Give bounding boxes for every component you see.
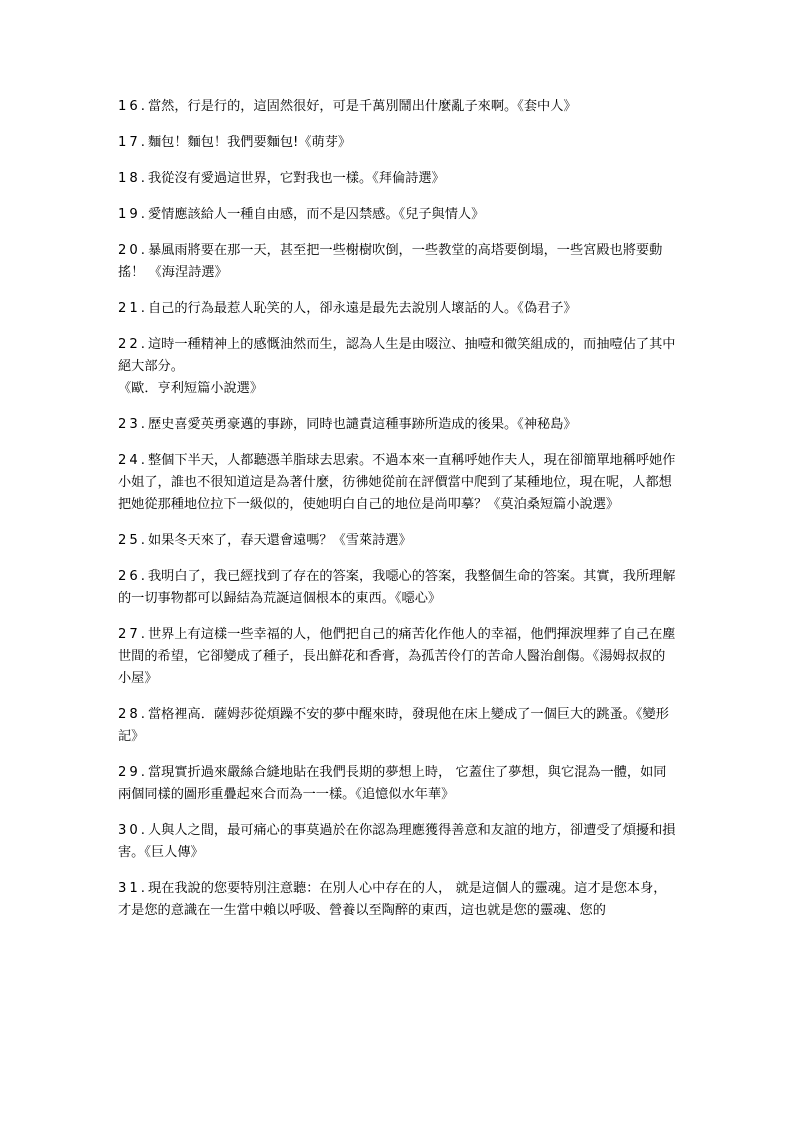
entry-text: 現在我說的您要特別注意聽：在別人心中存在的人， 就是這個人的靈魂。這才是您本身，才是您的意識在一生當中賴以呼吸、營養以至陶醉的東西，這也就是您的靈魂、您的 — [118, 881, 667, 918]
entry-number: 23. — [118, 417, 148, 432]
quote-entry-26 — [118, 566, 678, 610]
quote-entry-24 — [118, 450, 678, 516]
entry-number: 19. — [118, 207, 148, 222]
entry-number: 22. — [118, 337, 148, 352]
entry-number: 18. — [118, 171, 148, 186]
entry-number: 31. — [118, 881, 148, 896]
entry-number: 28. — [118, 707, 148, 722]
quote-entry-19 — [118, 204, 678, 226]
entry-text: 歷史喜愛英勇豪邁的事跡，同時也譴責這種事跡所造成的後果。《神秘島》 — [147, 417, 577, 432]
entry-number: 25. — [118, 533, 148, 548]
entry-number: 20. — [118, 243, 148, 258]
entry-text: 這時一種精神上的感慨油然而生，認為人生是由啜泣、抽噎和微笑組成的，而抽噎佔了其中絕大部分。 《歐．亨利短篇小說選》 — [118, 337, 676, 396]
entry-number: 16. — [118, 99, 148, 114]
entry-text: 愛情應該給人一種自由感，而不是囚禁感。《兒子與情人》 — [147, 207, 485, 222]
entry-text: 我從沒有愛過這世界，它對我也一樣。《拜倫詩選》 — [147, 171, 445, 186]
quote-entry-25 — [118, 530, 678, 552]
entry-number: 17. — [118, 135, 148, 150]
quote-entry-16 — [118, 96, 678, 118]
quote-entry-27 — [118, 624, 678, 690]
entry-text: 世界上有這樣一些幸福的人，他們把自己的痛苦化作他人的幸福，他們揮淚埋葬了自己在塵世間的希望，它卻變成了種子，長出鮮花和香膏，為孤苦伶仃的苦命人醫治創傷。《湯姆叔叔的小屋》 — [118, 627, 676, 686]
quote-entry-30 — [118, 820, 678, 864]
quote-entry-18 — [118, 168, 678, 190]
entry-number: 24. — [118, 453, 148, 468]
entry-text: 整個下半天，人都聽憑羊脂球去思索。不過本來一直稱呼她作夫人，現在卻簡單地稱呼她作小姐了，誰也不很知道這是為著什麼，彷彿她從前在評價當中爬到了某種地位，現在呢，人都想把她從那種地位拉下一級似的，使她明白自己的地位是尚叩摹？《莫泊桑短篇小說選》 — [118, 453, 676, 512]
quote-entry-17 — [118, 132, 678, 154]
quote-entry-22 — [118, 334, 678, 400]
quote-entry-28 — [118, 704, 678, 748]
quote-entry-21 — [118, 298, 678, 320]
entry-text: 我明白了，我已經找到了存在的答案，我噁心的答案，我整個生命的答案。其實，我所理解的一切事物都可以歸結為荒誕這個根本的東西。《噁心》 — [118, 569, 676, 606]
entry-text: 人與人之間，最可痛心的事莫過於在你認為理應獲得善意和友誼的地方，卻遭受了煩擾和損害。《巨人傳》 — [118, 823, 676, 860]
entry-text: 暴風雨將要在那一天，甚至把一些榭樹吹倒，一些教堂的高塔要倒塌，一些宮殿也將要動搖！ 《海涅詩選》 — [118, 243, 663, 280]
quote-entry-20 — [118, 240, 678, 284]
entry-number: 27. — [118, 627, 148, 642]
entry-number: 30. — [118, 823, 148, 838]
entry-number: 26. — [118, 569, 148, 584]
entry-text: 麵包！麵包！我們要麵包!《萌芽》 — [147, 135, 352, 150]
entry-text: 自己的行為最惹人恥笑的人，卻永遠是最先去說別人壞話的人。《偽君子》 — [147, 301, 577, 316]
entry-number: 29. — [118, 765, 148, 780]
quote-entry-31 — [118, 878, 678, 922]
document-body — [118, 96, 678, 936]
entry-text: 當現實折過來嚴絲合縫地貼在我們長期的夢想上時， 它蓋住了夢想，與它混為一體，如同兩個同樣的圖形重疊起來合而為一一樣。《追憶似水年華》 — [118, 765, 667, 802]
entry-text: 當格裡高．薩姆莎從煩躁不安的夢中醒來時，發現他在床上變成了一個巨大的跳蚤。《變形記》 — [118, 707, 669, 744]
entry-text: 如果冬天來了，春天還會遠嗎？《雪萊詩選》 — [147, 533, 412, 548]
quote-entry-23 — [118, 414, 678, 436]
entry-text: 當然，行是行的，這固然很好，可是千萬別鬧出什麼亂子來啊。《套中人》 — [147, 99, 577, 114]
entry-number: 21. — [118, 301, 148, 316]
quote-entry-29 — [118, 762, 678, 806]
